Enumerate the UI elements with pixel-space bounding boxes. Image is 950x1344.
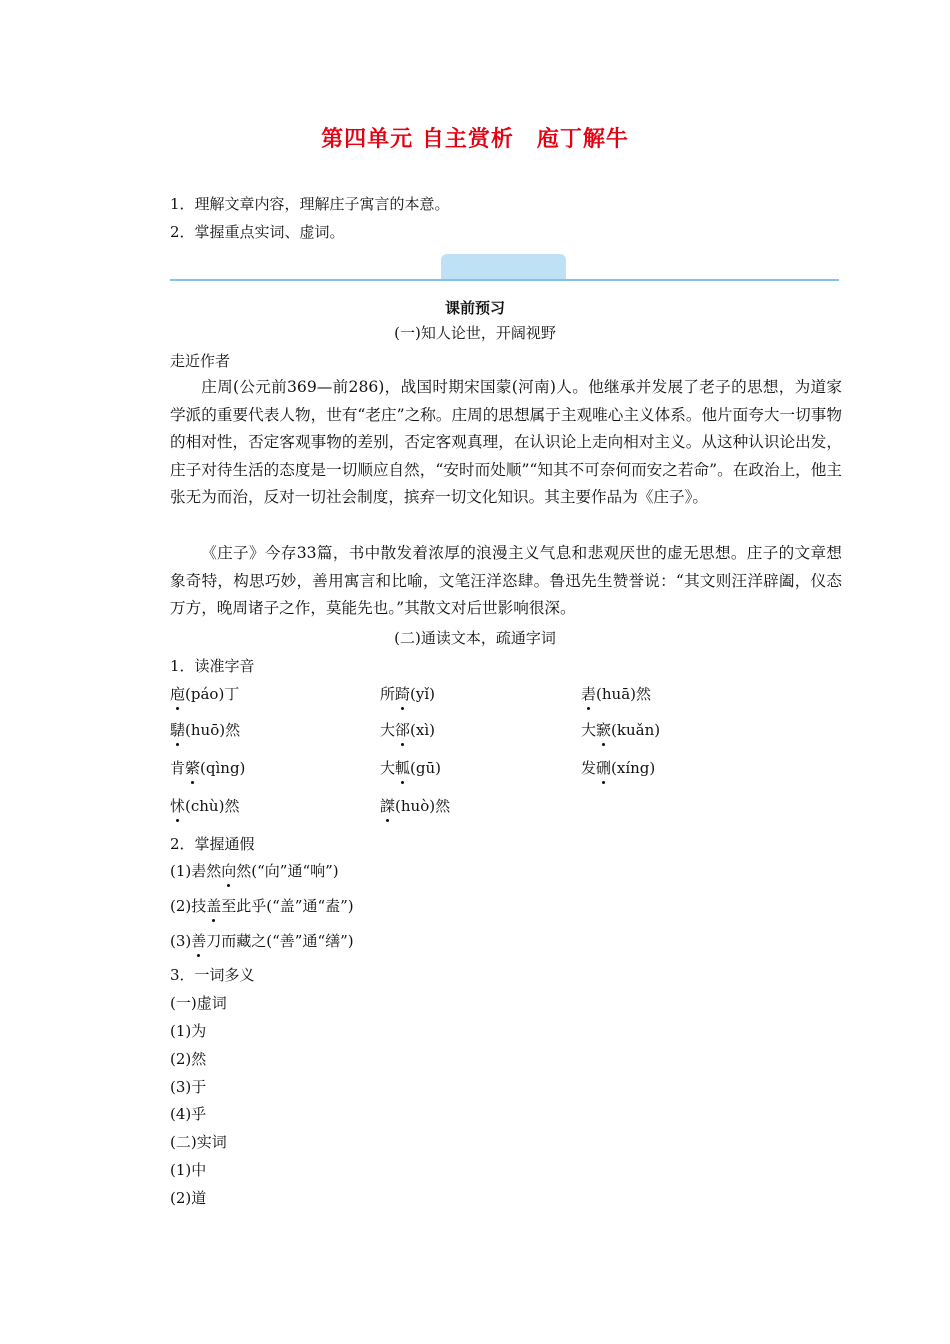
pron-item bbox=[380, 758, 441, 778]
section-tab-decoration bbox=[441, 254, 566, 280]
pron-pre: 大 bbox=[380, 721, 396, 739]
dotted-char: 綮 bbox=[185, 759, 201, 777]
pron-rest: (páo)丁 bbox=[185, 685, 240, 703]
pron-pre: 所 bbox=[380, 685, 396, 703]
author-paragraph: 庄周(公元前369—前286)，战国时期宋国蒙(河南)人。他继承并发展了老子的思想，为道家学派的重要代表人物，世有“老庄”之称。庄周的思想属于主观唯心主义体系。他片面夸大一切事物的相对性，否定客观事物的差别，否定客观真理，在认识论上走向相对主义。从这种认识论出发，庄子对待生活的态度是一切顺应自然，“安时而处顺”“知其不可奈何而安之若命”。在政治上，他主张无为而治，反对一切社会制度，摈弃一切文化知识。其主要作品为《庄子》。 bbox=[170, 378, 842, 507]
polysemy-item: (二)实词 bbox=[170, 1133, 227, 1151]
pron-rest: (xíng) bbox=[611, 759, 656, 777]
pron-item bbox=[380, 684, 435, 704]
pron-pre: 大 bbox=[380, 759, 396, 777]
part1-subheading: 走近作者 bbox=[170, 352, 231, 370]
work-paragraph: 《庄子》今存33篇，书中散发着浓厚的浪漫主义气息和悲观厌世的虚无思想。庄子的文章想象奇特，构思巧妙，善用寓言和比喻，文笔汪洋恣肆。鲁迅先生赞誉说：“其文则汪洋辟阖，仪态万方，晚周诸子之作，莫能先也。”其散文对后世影响很深。 bbox=[170, 544, 842, 618]
objective-2: 2．掌握重点实词、虚词。 bbox=[170, 223, 345, 241]
pron-pre: 大 bbox=[581, 721, 597, 739]
dotted-char: 庖 bbox=[170, 685, 186, 703]
tongjia-rest: 然(“向”通“响”) bbox=[236, 862, 339, 880]
polysemy-item: (4)乎 bbox=[170, 1105, 207, 1123]
dotted-char: 硎 bbox=[596, 759, 612, 777]
polysemy-item: (一)虚词 bbox=[170, 994, 227, 1012]
pron-item bbox=[170, 720, 240, 740]
section-heading: 课前预习 bbox=[444, 299, 505, 317]
pron-rest: (xì) bbox=[410, 721, 435, 739]
dotted-char: 砉 bbox=[581, 685, 597, 703]
dotted-char: 踦 bbox=[395, 685, 411, 703]
tongjia-item bbox=[170, 931, 354, 951]
dotted-char: 郤 bbox=[395, 721, 411, 739]
polysemy-item: (2)道 bbox=[170, 1189, 207, 1207]
pron-item bbox=[170, 796, 239, 816]
dotted-char: 盖 bbox=[206, 897, 222, 915]
item3-heading: 3．一词多义 bbox=[170, 966, 255, 984]
pron-rest: (qìng) bbox=[200, 759, 246, 777]
pron-item bbox=[380, 720, 435, 740]
pron-rest: (gū) bbox=[410, 759, 441, 777]
tongjia-pre: (1)砉然 bbox=[170, 862, 222, 880]
tongjia-pre: (3) bbox=[170, 932, 192, 950]
tongjia-item bbox=[170, 861, 339, 881]
pron-item bbox=[581, 758, 655, 778]
polysemy-item: (1)中 bbox=[170, 1161, 207, 1179]
pron-item bbox=[170, 758, 245, 778]
item2-heading: 2．掌握通假 bbox=[170, 835, 255, 853]
pron-item bbox=[581, 720, 660, 740]
item1-heading: 1．读准字音 bbox=[170, 657, 255, 675]
pron-rest: (huā)然 bbox=[596, 685, 651, 703]
part2-heading: (二)通读文本，疏通字词 bbox=[394, 629, 556, 647]
tongjia-rest: 刀而藏之(“善”通“缮”) bbox=[206, 932, 354, 950]
dotted-char: 怵 bbox=[170, 797, 186, 815]
tongjia-rest: 至此乎(“盖”通“盍”) bbox=[221, 897, 354, 915]
part1-heading: (一)知人论世，开阔视野 bbox=[394, 324, 556, 342]
pron-rest: (chù)然 bbox=[185, 797, 240, 815]
section-divider bbox=[170, 279, 839, 281]
pron-item bbox=[380, 796, 450, 816]
dotted-char: 善 bbox=[191, 932, 207, 950]
pron-item bbox=[581, 684, 651, 704]
polysemy-item: (2)然 bbox=[170, 1050, 207, 1068]
pron-rest: (huō)然 bbox=[185, 721, 241, 739]
pron-rest: (yǐ) bbox=[410, 685, 436, 703]
pron-pre: 肯 bbox=[170, 759, 186, 777]
dotted-char: 軱 bbox=[395, 759, 411, 777]
dotted-char: 騞 bbox=[170, 721, 186, 739]
tongjia-pre: (2)技 bbox=[170, 897, 207, 915]
pron-pre: 发 bbox=[581, 759, 597, 777]
pron-rest: (kuǎn) bbox=[611, 721, 661, 739]
dotted-char: 窾 bbox=[596, 721, 612, 739]
objective-1: 1．理解文章内容，理解庄子寓言的本意。 bbox=[170, 195, 450, 213]
tongjia-item bbox=[170, 896, 354, 916]
page-title: 第四单元 自主赏析 庖丁解牛 bbox=[321, 126, 629, 152]
pron-item bbox=[170, 684, 239, 704]
dotted-char: 謋 bbox=[380, 797, 396, 815]
pron-rest: (huò)然 bbox=[395, 797, 451, 815]
polysemy-item: (1)为 bbox=[170, 1022, 207, 1040]
dotted-char: 向 bbox=[221, 862, 237, 880]
polysemy-item: (3)于 bbox=[170, 1078, 207, 1096]
